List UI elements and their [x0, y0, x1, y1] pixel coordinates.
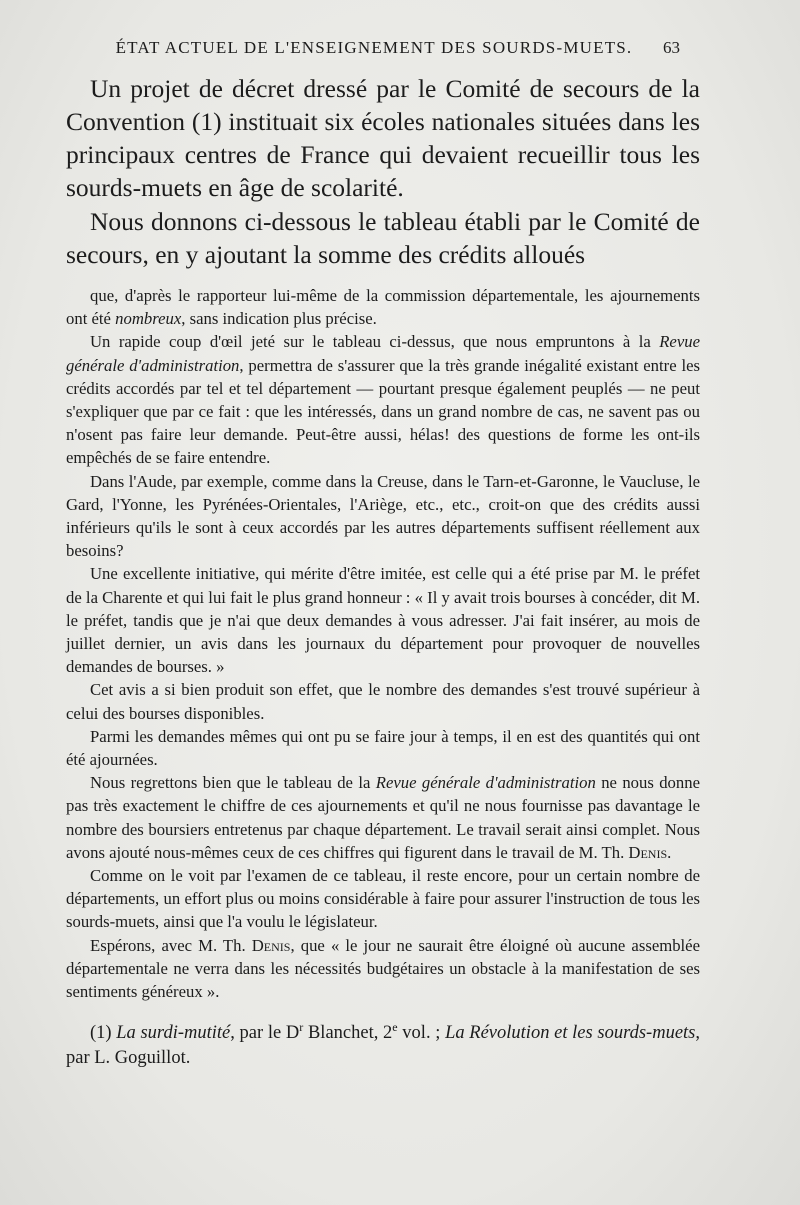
paragraph-demandes: Parmi les demandes mêmes qui ont pu se faire jour à temps, il en est des quantités qui ont été ajournées. — [66, 726, 700, 770]
page-number: 63 — [663, 38, 680, 57]
paragraph-avis: Cet avis a si bien produit son effet, que le nombre des demandes s'est trouvé supérieur à celui des bourses disponibles. — [66, 680, 700, 723]
paragraph-table-intro: Nous donnons ci-dessous le tableau établi par le Comité de secours, en y ajoutant la somme des crédits alloués — [66, 207, 700, 269]
running-header: ÉTAT ACTUEL DE L'ENSEIGNEMENT DES SOURDS-MUETS. — [115, 38, 633, 57]
paragraph-examen: Comme on le voit par l'examen de ce tableau, il reste encore, pour un certain nombre de départements, un effort plus ou moins considérable à faire pour assurer l'instruction de tous les sourds-muets, ainsi que l'a voulu le législateur. — [66, 866, 700, 932]
large-type-section — [66, 72, 700, 271]
footnote — [66, 1021, 700, 1071]
paragraph-coup-d-oeil: Un rapide coup d'œil jeté sur le tableau ci-dessus, que nous empruntons à la Revue générale d'administration, permettra de s'assurer que la très grande inégalité existant entre les crédits accordés par tel et tel département — pourtant presque également peuplés — ne peut s'expliquer que par ce fait : que les intéressés, dans un grand nombre de cas, ne savent pas ou n'osent pas faire leur demande. Peut-être aussi, hélas! des questions de forme les ont-ils empêchés de se faire entendre. — [66, 332, 700, 468]
paragraph-regrets: Nous regrettons bien que le tableau de la Revue générale d'administration ne nous donne pas très exactement le chiffre de ces ajournements et qu'il ne nous fournisse pas davantage le nombre des boursiers entretenus par chaque département. Le travail serait ainsi complet. Nous avons ajouté nous-mêmes ceux de ces chiffres qui figurent dans le travail de M. Th. Denis. — [66, 773, 700, 862]
paragraph-decree: Un projet de décret dressé par le Comité de secours de la Convention (1) instituait six écoles nationales situées dans les principaux centres de France qui devaient recueillir tous les sourds-muets en âge de scolarité. — [66, 74, 700, 202]
paragraph-charente: Une excellente initiative, qui mérite d'être imitée, est celle qui a été prise par M. le préfet de la Charente et qui lui fait le plus grand honneur : « Il y avait trois bourses à concéder, dit M. le préfet, tandis que je n'ai que deux demandes à vous adresser. J'ai fait insérer, au mois de juillet dernier, un avis dans les journaux du département pour provoquer de nouvelles demandes de bourses. » — [66, 564, 700, 677]
page-content — [66, 72, 700, 1071]
footnote-text: (1) La surdi-mutité, par le $D^r$ Blanchet, 2e vol. ; La Révolution et les sourds-muets, par L. Goguillot. — [66, 1020, 700, 1069]
small-type-section — [66, 284, 700, 1003]
paragraph-esperons: Espérons, avec M. Th. Denis, que « le jour ne saurait être éloigné où aucune assemblée départementale ne verra dans les nécessités budgétaires un obstacle à la manifestation de ses sentiments généreux ». — [66, 935, 700, 1002]
paragraph-ajournements: que, d'après le rapporteur lui-même de la commission départementale, les ajournements ont été nombreux, sans indication plus précise. — [66, 286, 700, 329]
paragraph-aude: Dans l'Aude, par exemple, comme dans la Creuse, dans le Tarn-et-Garonne, le Vaucluse, le Gard, l'Yonne, les Pyrénées-Orientales, l'Ariège, etc., etc., croit-on que des crédits aussi inférieurs qu'ils le sont à ceux accordés par les autres départements suffisent réellement aux besoins? — [66, 471, 700, 561]
